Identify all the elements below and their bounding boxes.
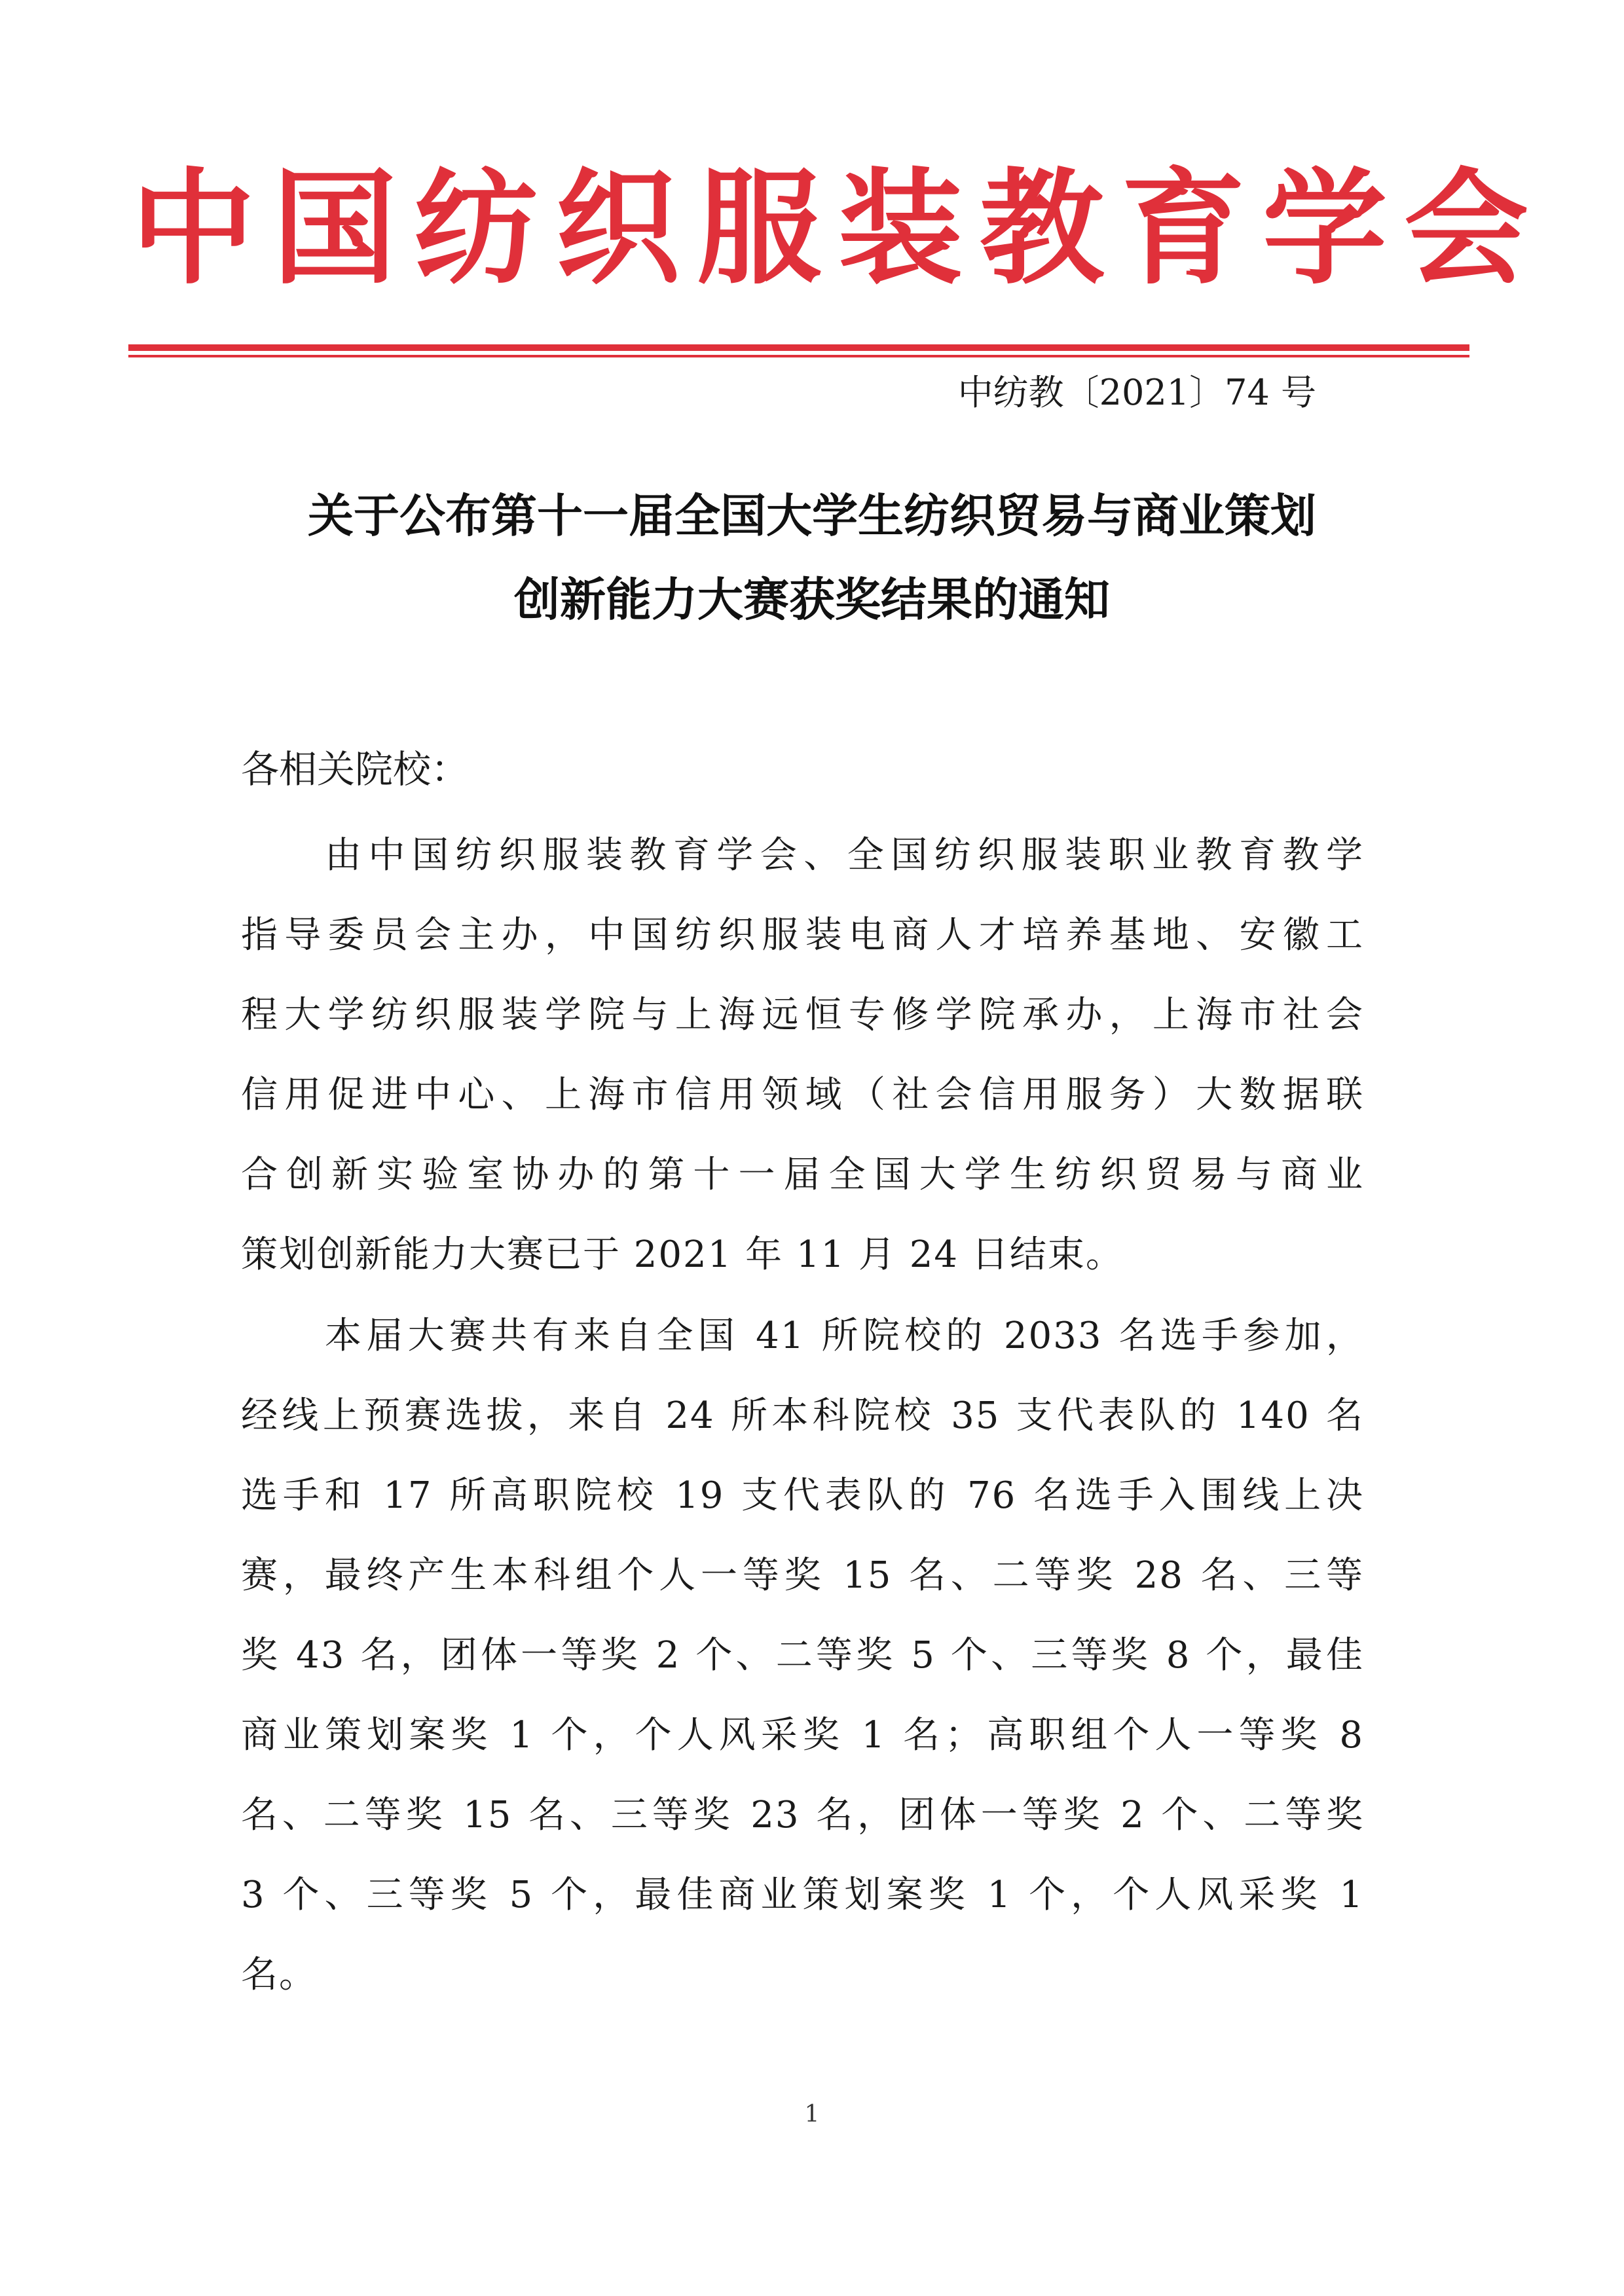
- page-number: 1: [804, 2101, 820, 2128]
- paragraph-2-line: 赛，最终产生本科组个人一等奖 15 名、二等奖 28 名、三等: [241, 1554, 1364, 1597]
- document-number: 中纺教〔2021〕74 号: [957, 372, 1316, 413]
- paragraph-2-line: 商业策划案奖 1 个，个人风采奖 1 名；高职组个人一等奖 8: [241, 1714, 1364, 1757]
- salutation: 各相关院校：: [241, 747, 470, 792]
- paragraph-1-line: 合创新实验室协办的第十一届全国大学生纺织贸易与商业: [241, 1154, 1364, 1196]
- paragraph-2-line: 3 个、三等奖 5 个，最佳商业策划案奖 1 个，个人风采奖 1: [241, 1874, 1364, 1916]
- paragraph-2-line: 名。: [241, 1954, 317, 1996]
- paragraph-2-line: 奖 43 名，团体一等奖 2 个、二等奖 5 个、三等奖 8 个，最佳: [241, 1634, 1364, 1677]
- paragraph-1-line: 信用促进中心、上海市信用领域（社会信用服务）大数据联: [241, 1074, 1364, 1116]
- paragraph-2-line: 名、二等奖 15 名、三等奖 23 名，团体一等奖 2 个、二等奖: [241, 1794, 1364, 1836]
- paragraph-1-line: 程大学纺织服装学院与上海远恒专修学院承办，上海市社会: [241, 994, 1364, 1036]
- paragraph-1-line: 指导委员会主办，中国纺织服装电商人才培养基地、安徽工: [241, 914, 1364, 957]
- paragraph-2-line: 本届大赛共有来自全国 41 所院校的 2033 名选手参加，: [325, 1315, 1364, 1357]
- paragraph-1-line: 策划创新能力大赛已于 2021 年 11 月 24 日结束。: [241, 1233, 1124, 1276]
- paragraph-2-line: 经线上预赛选拔，来自 24 所本科院校 35 支代表队的 140 名: [241, 1394, 1364, 1437]
- notice-title-line-2: 创新能力大赛获奖结果的通知: [514, 572, 1110, 627]
- notice-title-line-1: 关于公布第十一届全国大学生纺织贸易与商业策划: [308, 488, 1316, 543]
- paragraph-2-line: 选手和 17 所高职院校 19 支代表队的 76 名选手入围线上决: [241, 1474, 1364, 1517]
- letterhead-rule-thick: [128, 344, 1469, 351]
- paragraph-1-line: 由中国纺织服装教育学会、全国纺织服装职业教育教学: [325, 834, 1364, 877]
- letterhead-rule-thin: [128, 355, 1469, 357]
- organization-letterhead: 中国纺织服装教育学会: [131, 156, 1546, 301]
